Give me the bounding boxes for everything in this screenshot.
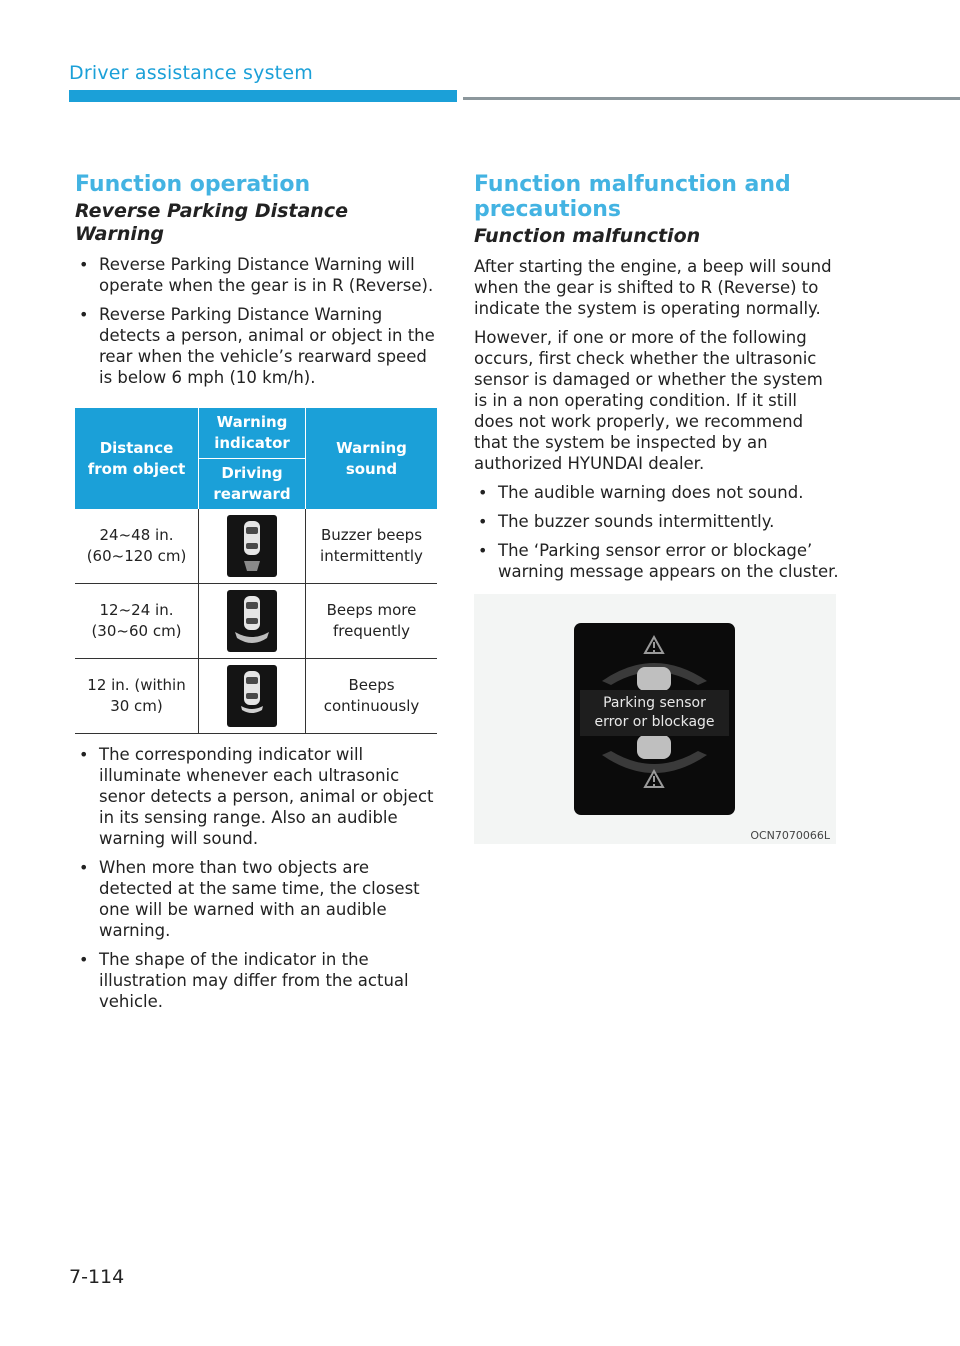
rear-sensor-mid-icon — [227, 590, 277, 652]
rear-sensor-near-icon — [227, 665, 277, 727]
col-header-sound: Warning sound — [306, 408, 438, 509]
running-header: Driver assistance system — [69, 62, 313, 84]
distance-cell: 24~48 in. (60~120 cm) — [75, 509, 199, 584]
list-item: • The buzzer sounds intermittently. — [474, 511, 839, 532]
list-item: • The shape of the indicator in the illustration may differ from the actual vehicle. — [75, 949, 440, 1012]
sound-cell: Buzzer beeps intermittently — [306, 509, 438, 584]
list-item: • When more than two objects are detected at the same time, the closest one will be warned with an audible warning. — [75, 857, 440, 941]
header-bar-accent — [69, 90, 457, 102]
cluster-illustration — [474, 594, 836, 844]
subheading-function-malfunction: Function malfunction — [474, 225, 701, 247]
col-header-indicator: Warning indicator — [199, 408, 306, 459]
right-column — [474, 172, 839, 844]
col-header-distance: Distance from object — [75, 408, 199, 509]
paragraph: After starting the engine, a beep will sound when the gear is shifted to R (Reverse) to indicate the system is operating normally. — [474, 257, 832, 318]
car-rear-icon — [637, 735, 671, 759]
table-row — [75, 509, 437, 584]
section-heading-function-operation: Function operation — [75, 172, 311, 197]
warning-message-line-1: Parking sensor — [603, 695, 706, 711]
paragraph: However, if one or more of the following occurs, first check whether the ultrasonic sensor is damaged or whether the system is in a non operating condition. If it still does not work properly, we recommend that the system be inspected by an authorized HYUNDAI dealer. — [474, 328, 823, 473]
distance-cell: 12 in. (within 30 cm) — [75, 659, 199, 734]
sound-cell: Beeps continuously — [306, 659, 438, 734]
warning-message — [580, 690, 729, 736]
warning-table — [75, 408, 437, 734]
notes-bullet-list — [75, 744, 440, 1012]
list-item: • Reverse Parking Distance Warning detects a person, animal or object in the rear when the vehicle’s rearward speed is below 6 mph (10 km/h). — [75, 304, 440, 388]
car-front-icon — [637, 667, 671, 691]
operation-bullet-list — [75, 254, 440, 388]
left-column — [75, 172, 440, 1020]
list-item: • The audible warning does not sound. — [474, 482, 839, 503]
col-header-driving-rearward: Driving rearward — [199, 459, 306, 510]
malfunction-bullet-list — [474, 482, 839, 582]
distance-cell: 12~24 in. (30~60 cm) — [75, 584, 199, 659]
subheading-reverse-pdw: Reverse Parking Distance Warning — [75, 200, 348, 245]
figure-code: OCN7070066L — [750, 829, 830, 842]
list-item: • Reverse Parking Distance Warning will operate when the gear is in R (Reverse). — [75, 254, 440, 296]
cluster-display — [574, 623, 735, 815]
rear-sensor-far-icon — [227, 515, 277, 577]
list-item: • The corresponding indicator will illuminate whenever each ultrasonic senor detects a person, animal or object in its sensing range. Also an audible warning will sound. — [75, 744, 440, 849]
table-row — [75, 584, 437, 659]
section-heading-malfunction: Function malfunction and precautions — [474, 172, 791, 222]
page-number: 7-114 — [69, 1266, 125, 1288]
list-item: • The ‘Parking sensor error or blockage’ warning message appears on the cluster. — [474, 540, 839, 582]
header-bar-rule — [463, 97, 960, 100]
table-row — [75, 659, 437, 734]
warning-message-line-2: error or blockage — [594, 714, 715, 730]
sound-cell: Beeps more frequently — [306, 584, 438, 659]
